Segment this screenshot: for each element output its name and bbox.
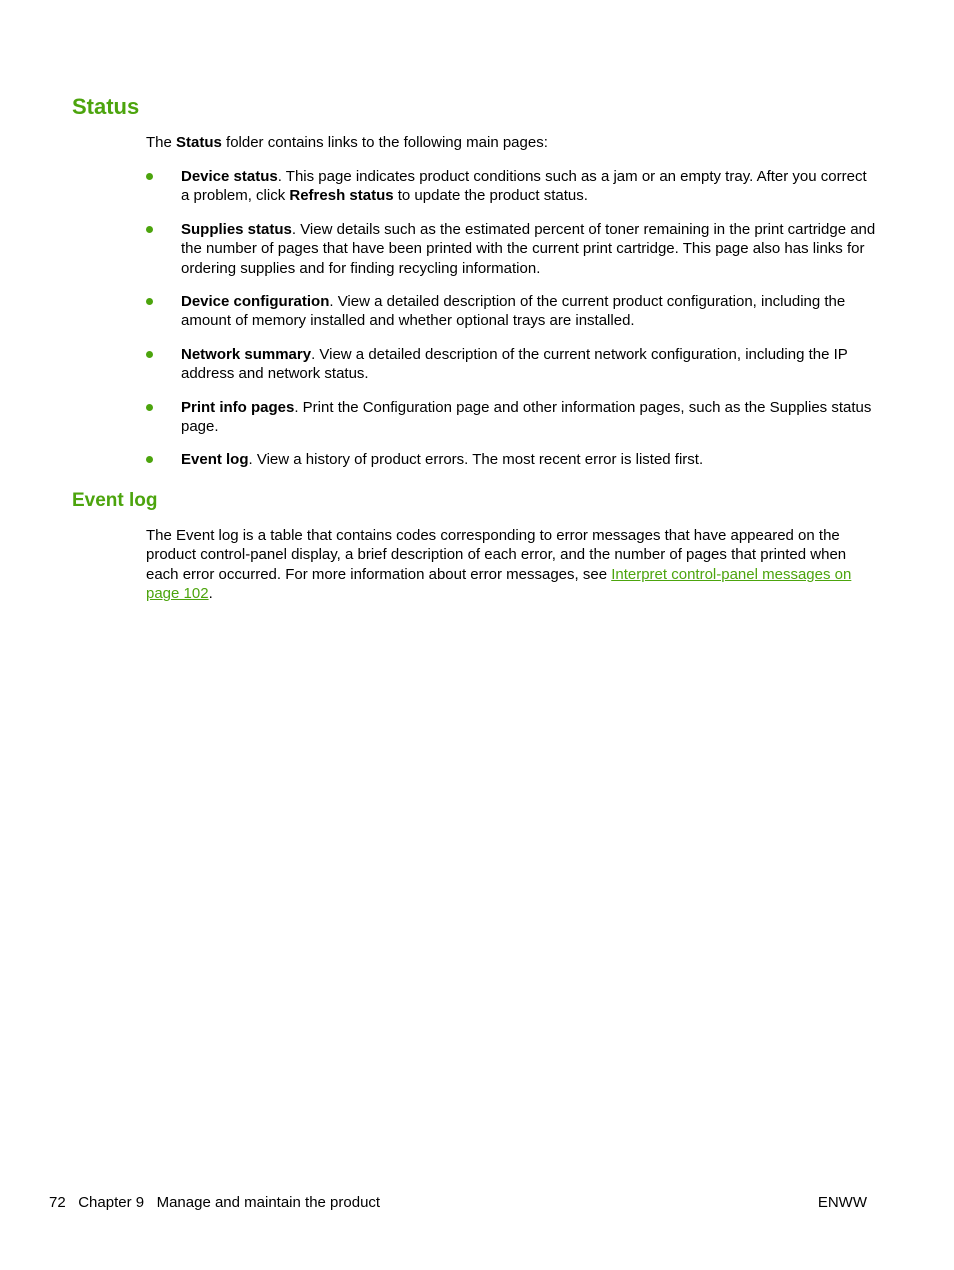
bullet-icon (146, 298, 153, 305)
status-pages-list (146, 167, 876, 484)
list-item-term: Network summary (181, 345, 312, 363)
list-item-network-summary: Network summary. View a detailed description of the current network configuration, including the IP address and network status. (146, 345, 876, 384)
list-item-supplies-status: Supplies status. View details such as the estimated percent of toner remaining in the print cartridge and the number of pages that have been printed with the current print cartridge. This page also has links for ordering supplies and for finding recycling information. (146, 220, 876, 278)
page-number: 72 (49, 1194, 66, 1211)
event-log-body: The Event log is a table that contains codes corresponding to error messages that have appeared on the product control-panel display, a brief description of each error, and the number of pages that printed when each error occurred. For more information about error messages, see Interpret control-panel messages on page 102. (146, 527, 852, 603)
list-item-event-log: Event log. View a history of product errors. The most recent error is listed first. (146, 450, 876, 469)
section-heading-event-log: Event log (72, 490, 158, 511)
list-item-device-configuration: Device configuration. View a detailed description of the current product configuration, including the amount of memory installed and whether optional trays are installed. (146, 292, 876, 331)
footer-left (49, 1193, 380, 1212)
chapter-label: Chapter 9 (78, 1194, 145, 1211)
status-folder-term: Status (176, 134, 222, 151)
list-item-term: Supplies status (181, 220, 292, 238)
chapter-title: Manage and maintain the product (156, 1194, 381, 1211)
refresh-status-term: Refresh status (289, 187, 394, 205)
list-item-device-status: Device status. This page indicates product conditions such as a jam or an empty tray. After you correct a problem, click Refresh status to update the product status. (146, 167, 876, 206)
list-item-print-info-pages: Print info pages. Print the Configuration page and other information pages, such as the Supplies status page. (146, 398, 876, 437)
status-intro: The Status folder contains links to the following main pages: (146, 134, 548, 151)
footer-right: ENWW (817, 1194, 867, 1211)
section-heading-status: Status (72, 94, 140, 119)
bullet-icon (146, 226, 153, 233)
list-item-term: Event log (181, 451, 249, 469)
list-item-term: Print info pages (181, 398, 295, 416)
bullet-icon (146, 351, 153, 358)
list-item-term: Device status (181, 168, 278, 185)
bullet-icon (146, 173, 153, 180)
bullet-icon (146, 404, 153, 411)
interpret-messages-link[interactable]: Interpret control-panel messages on page 102 (146, 565, 852, 603)
bullet-icon (146, 456, 153, 463)
list-item-term: Device configuration (181, 293, 330, 311)
